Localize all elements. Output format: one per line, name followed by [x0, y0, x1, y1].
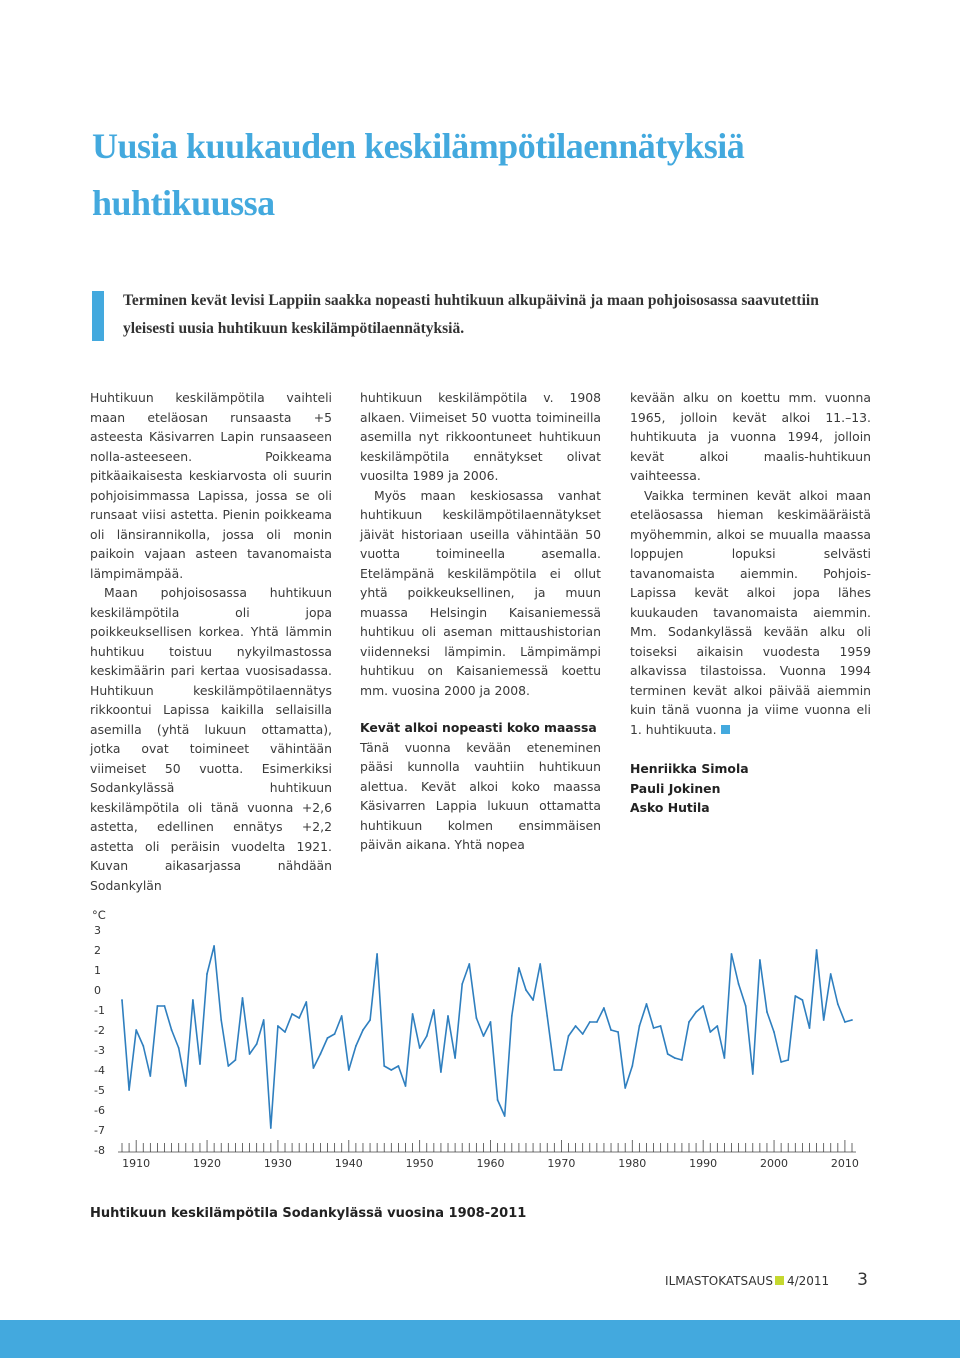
data-point — [844, 1021, 846, 1023]
data-point — [121, 999, 123, 1001]
data-point — [716, 1025, 718, 1027]
x-tick-label: 1980 — [618, 1157, 647, 1170]
column-paragraph — [630, 486, 871, 740]
data-point — [461, 983, 463, 985]
page-footer — [665, 1270, 868, 1290]
data-point — [702, 1005, 704, 1007]
data-point — [773, 1031, 775, 1033]
author-name: Pauli Jokinen — [630, 780, 721, 796]
page-title: Uusia kuukauden keskilämpötilaennätyksiä huhtikuussa — [92, 126, 745, 223]
data-point — [688, 1021, 690, 1023]
y-tick-label: 2 — [94, 944, 101, 957]
x-tick-label: 1940 — [334, 1157, 363, 1170]
data-point — [631, 1065, 633, 1067]
x-tick-label: 1990 — [689, 1157, 718, 1170]
data-point — [320, 1053, 322, 1055]
data-point — [830, 973, 832, 975]
data-point — [837, 1003, 839, 1005]
data-point — [383, 1065, 385, 1067]
data-point — [674, 1057, 676, 1059]
data-point — [653, 1027, 655, 1029]
y-tick-label: -6 — [94, 1104, 105, 1117]
y-tick-label: -1 — [94, 1004, 105, 1017]
x-tick-label: 1960 — [476, 1157, 505, 1170]
lead-bar — [92, 291, 104, 341]
data-point — [433, 1009, 435, 1011]
data-point — [426, 1035, 428, 1037]
y-tick-label: -3 — [94, 1044, 105, 1057]
data-point — [603, 1007, 605, 1009]
x-tick-label: 2000 — [760, 1157, 789, 1170]
data-point — [334, 1033, 336, 1035]
data-point — [298, 1017, 300, 1019]
data-point — [787, 1059, 789, 1061]
bottom-band — [0, 1320, 960, 1358]
data-point — [142, 1045, 144, 1047]
data-point — [823, 1019, 825, 1021]
column-paragraph: Maan pohjoisosassa huhtikuun keskilämpötila oli jopa poikkeuksellisen korkea. Yhtä lämmin huhtikuu toistuu nykyilmastossa keskimäärin pari kertaa vuosisadassa. Huhtikuun keskilämpötilaennätys rikkoontui Lapissa kaikilla sellaisilla asemilla (yhtä lukuun ottamatta), jotka ovat toimineet vähintään viimeiset 50 vuotta. Esimerkiksi Sodankylässä huhtikuun keskilämpötila oli tänä vuonna +2,6 astetta, edellinen ennätys +2,2 astetta oli peräisin vuodelta 1921. Kuvan aikasarjassa nähdään Sodankylän — [90, 585, 332, 893]
data-point — [724, 1057, 726, 1059]
data-point — [809, 1027, 811, 1029]
data-point — [546, 1015, 548, 1017]
data-point — [348, 1069, 350, 1071]
square-icon — [775, 1276, 784, 1285]
data-point — [766, 1011, 768, 1013]
data-point — [192, 999, 194, 1001]
data-point — [582, 1033, 584, 1035]
author-name: Asko Hutila — [630, 800, 710, 815]
data-point — [476, 1017, 478, 1019]
data-point — [284, 1031, 286, 1033]
data-point — [341, 1015, 343, 1017]
data-point — [447, 1015, 449, 1017]
author-name: Henriikka Simola — [630, 761, 749, 776]
data-point — [277, 1025, 279, 1027]
text-column-2 — [360, 388, 601, 855]
data-point — [128, 1089, 130, 1091]
data-point — [646, 1003, 648, 1005]
data-point — [483, 1035, 485, 1037]
x-tick-label: 1970 — [547, 1157, 576, 1170]
data-point — [794, 995, 796, 997]
data-point — [561, 1069, 563, 1071]
data-point — [539, 963, 541, 965]
data-point — [263, 1019, 265, 1021]
data-point — [525, 989, 527, 991]
y-tick-label: -7 — [94, 1124, 105, 1137]
publication-name: ILMASTOKATSAUS — [665, 1274, 773, 1288]
data-point — [185, 1085, 187, 1087]
y-tick-label: 3 — [94, 924, 101, 937]
column-paragraph: huhtikuun keskilämpötila v. 1908 alkaen. Viimeiset 50 vuotta toimineilla asemilla nyt rikkoontuneet huhtikuun keskilämpötila ennätykset olivat vuosilta 1989 ja 2006. — [360, 390, 601, 483]
y-tick-label: -8 — [94, 1144, 105, 1157]
data-point — [412, 1013, 414, 1015]
data-point — [249, 1053, 251, 1055]
data-point — [454, 1057, 456, 1059]
data-point — [376, 953, 378, 955]
data-point — [327, 1037, 329, 1039]
data-point — [596, 1021, 598, 1023]
data-point — [270, 1127, 272, 1129]
data-point — [624, 1087, 626, 1089]
text-column-3 — [630, 388, 871, 818]
data-point — [667, 1053, 669, 1055]
data-point — [695, 1011, 697, 1013]
data-point — [518, 967, 520, 969]
data-point — [575, 1025, 577, 1027]
data-point — [490, 1021, 492, 1023]
temperature-chart — [86, 905, 876, 1175]
data-point — [504, 1115, 506, 1117]
data-point — [553, 1069, 555, 1071]
authors — [630, 759, 871, 818]
data-point — [235, 1059, 237, 1061]
y-tick-label: -2 — [94, 1024, 105, 1037]
temperature-series-line — [122, 946, 852, 1128]
y-axis-unit-label: °C — [92, 908, 106, 922]
data-point — [610, 1029, 612, 1031]
section-subheading: Kevät alkoi nopeasti koko maassa — [360, 720, 597, 735]
data-point — [419, 1047, 421, 1049]
data-point — [511, 1015, 513, 1017]
data-point — [178, 1047, 180, 1049]
x-tick-label: 1950 — [405, 1157, 434, 1170]
data-point — [709, 1031, 711, 1033]
text-column-1 — [90, 388, 332, 895]
data-point — [213, 945, 215, 947]
data-point — [390, 1069, 392, 1071]
data-point — [731, 953, 733, 955]
data-point — [313, 1067, 315, 1069]
data-point — [802, 999, 804, 1001]
y-tick-label: 1 — [94, 964, 101, 977]
data-point — [759, 959, 761, 961]
data-point — [589, 1021, 591, 1023]
data-point — [398, 1065, 400, 1067]
data-point — [440, 1071, 442, 1073]
data-point — [369, 1019, 371, 1021]
data-point — [227, 1065, 229, 1067]
data-point — [171, 1029, 173, 1031]
data-point — [291, 1013, 293, 1015]
data-point — [851, 1019, 853, 1021]
data-point — [780, 1061, 782, 1063]
data-point — [752, 1073, 754, 1075]
column-paragraph: kevään alku on koettu mm. vuonna 1965, jolloin kevät alkoi 11.–13. huhtikuuta ja vuonna 1994, jolloin kevät alkoi maalis-huhtikuun vaihteessa. — [630, 390, 871, 483]
data-point — [135, 1029, 137, 1031]
end-mark-icon — [721, 725, 730, 734]
column-paragraph: Tänä vuonna kevään eteneminen pääsi kunnolla vauhtiin huhtikuun alettua. Kevät alkoi koko maassa Käsivarren Lappia lukuun ottamatta huhtikuun kolmen ensimmäisen päivän aikana. Yhtä nopea — [360, 739, 601, 852]
data-point — [362, 1029, 364, 1031]
lead-paragraph: Terminen kevät levisi Lappiin saakka nopeasti huhtikuun alkupäivinä ja maan pohjoisosassa saavutettiin yleisesti uusia huhtikuun keskilämpötilaennätyksiä. — [123, 292, 819, 337]
data-point — [355, 1045, 357, 1047]
data-point — [681, 1059, 683, 1061]
y-tick-label: -4 — [94, 1064, 105, 1077]
data-point — [468, 963, 470, 965]
x-tick-label: 1920 — [193, 1157, 222, 1170]
data-point — [617, 1031, 619, 1033]
data-point — [305, 1001, 307, 1003]
paragraph-text: Vaikka terminen kevät alkoi maan eteläosassa hieman keskimääräistä myöhemmin, alkoi se muualla maassa loppujen lopuksi selvästi tavanomaista aiemmin. Pohjois-Lapissa kevät alkoi jopa lähes kuukauden tavanomaista aiemmin. Mm. Sodankylässä kevään alku oli toiseksi aikaisin vuodesta 1959 alkavissa tilastoissa. Vuonna 1994 terminen kevät alkoi päivää aiemmin kuin tänä vuonna ja viime vuonna eli 1. huhtikuuta. — [630, 487, 871, 737]
data-point — [816, 949, 818, 951]
column-paragraph: Huhtikuun keskilämpötila vaihteli maan eteläosan runsaasta +5 asteesta Käsivarren Lapin runsaaseen nolla-asteeseen. Poikkeama pitkäaikaisesta keskiarvosta oli suurin pohjoisimmassa Lapissa, jossa se oli runsaat viisi astetta. Pienin poikkeama oli länsirannikolla, jossa oli monin paikoin vajaan asteen tavanomaista lämpimämpää. — [90, 390, 332, 581]
issue-number: 4/2011 — [786, 1274, 830, 1288]
data-point — [242, 997, 244, 999]
data-point — [639, 1025, 641, 1027]
x-tick-label: 2010 — [830, 1157, 859, 1170]
data-point — [497, 1099, 499, 1101]
data-point — [532, 999, 534, 1001]
chart-caption: Huhtikuun keskilämpötila Sodankylässä vuosina 1908-2011 — [90, 1206, 527, 1221]
data-point — [149, 1075, 151, 1077]
x-tick-label: 1930 — [263, 1157, 292, 1170]
data-point — [157, 1005, 159, 1007]
data-point — [660, 1025, 662, 1027]
data-point — [220, 1019, 222, 1021]
y-tick-label: 0 — [94, 984, 101, 997]
data-point — [199, 1063, 201, 1065]
data-point — [206, 973, 208, 975]
data-point — [405, 1085, 407, 1087]
column-paragraph: Myös maan keskiosassa vanhat huhtikuun keskilämpötilaennätykset jäivät historiaan useilla vähintään 50 vuotta toimineella asemalla. Etelämpänä keskilämpötila ei ollut yhtä poikkeuksellinen, ja muun muassa Helsingin Kaisaniemessä huhtikuu oli aseman mittaushistorian viidenneksi lämpimin. Lämpimämpi huhtikuu on Kaisaniemessä koettu mm. vuosina 2000 ja 2008. — [360, 487, 601, 698]
data-point — [256, 1043, 258, 1045]
page-number: 3 — [857, 1270, 868, 1290]
data-point — [164, 1005, 166, 1007]
x-tick-label: 1910 — [122, 1157, 151, 1170]
data-point — [738, 983, 740, 985]
y-tick-label: -5 — [94, 1084, 105, 1097]
data-point — [568, 1035, 570, 1037]
data-point — [745, 1005, 747, 1007]
